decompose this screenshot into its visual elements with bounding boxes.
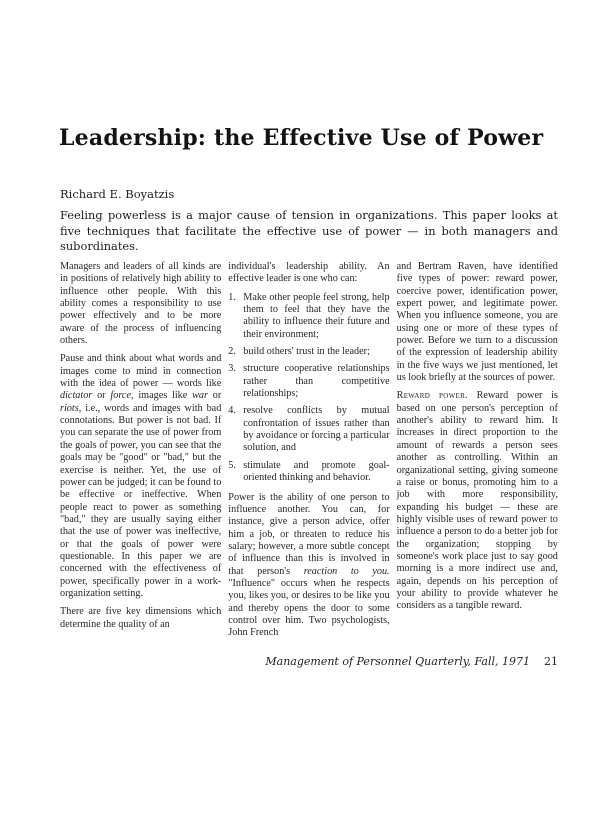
list-number: 3. <box>228 363 236 375</box>
column-1 <box>60 261 221 640</box>
list-number: 1. <box>228 291 236 303</box>
body-columns <box>60 261 558 640</box>
italic-term: war <box>192 390 208 402</box>
page-title: Leadership: the Effective Use of Power <box>59 125 544 151</box>
list-number: 4. <box>228 405 236 417</box>
column-3 <box>397 261 558 640</box>
text-segment: Reward power is based on one person's perception of another's ability to reward him. It increases in direct proportion to the amount of rewards a person sees another as controlling. Within an organizational setting, giving someone a raise or bonus, promoting him to a job with more responsibility, expanding his budget — these are highly visible uses of reward power to influence a person to do a better job for the organization; stopping by someone's work place just to say good morning is a more indirect use and, again, depends on his perception of your ability to provide whatever he considers as a tangible reward. <box>396 390 558 612</box>
list-text: structure cooperative relationships rather than competitive relationships; <box>243 363 390 400</box>
list-item <box>228 405 389 454</box>
page-footer <box>60 655 558 668</box>
list-number: 2. <box>228 346 236 358</box>
text-segment: or <box>207 390 222 402</box>
paragraph-five-dimensions: There are five key dimensions which determine the quality of an <box>60 606 222 630</box>
author-byline: Richard E. Boyatzis <box>60 187 175 201</box>
abstract: Feeling powerless is a major cause of tension in organizations. This paper looks at five techniques that facilitate the effective use of power — in both managers and subordinates. <box>60 208 558 254</box>
paragraph-power-definition <box>228 492 389 640</box>
list-text: Make other people feel strong, help them to feel that they have the ability to influence their future and their environment; <box>243 291 390 340</box>
italic-term: force <box>110 390 131 402</box>
list-item <box>228 460 389 485</box>
section-run-in-head: Reward power. <box>396 390 468 402</box>
journal-citation: Management of Personnel Quarterly, Fall, 1971 <box>265 655 530 668</box>
paragraph-intro: Managers and leaders of all kinds are in positions of relatively high ability to influence other people. With this ability comes a responsibility to use power effectively and to be more aware of the process of influencing others. <box>60 261 222 347</box>
text-segment: Power is the ability of one person to influence another. You can, for instance, give a person advice, offer him a job, or threaten to reduce his salary; however, a more subtle concept of influence than this is involved in that person's <box>228 491 390 577</box>
text-segment: "Influence" occurs when he respects you, likes you, or desires to be like you and thereby opens the door to some control over him. Two psychologists, John French <box>228 577 390 639</box>
list-item <box>228 363 389 400</box>
list-text: resolve conflicts by mutual confrontation of issues rather than by avoidance or forcing a particular solution, and <box>243 405 390 454</box>
italic-phrase: reaction to you. <box>303 565 390 577</box>
list-item <box>228 292 389 341</box>
text-segment: or <box>92 390 111 402</box>
list-text: stimulate and promote goal-oriented thinking and behavior. <box>243 459 390 484</box>
text-segment: , i.e., words and images with bad connotations. But power is not bad. If you can separate the use of power from the goals of power, you can see that the goals may be "good" or "bad," but the exercise is neither. Yet, the use of power can be judged; it can be found to be effective or ineffective. When people react to power as something "bad," they are usually saying either that the use of power was ineffective, or that the goals of power were questionable. In this paper we are concerned with the effectiveness of power, specifically power in a work-organization setting. <box>60 402 222 599</box>
leader-abilities-list <box>228 292 389 485</box>
italic-term: riots <box>60 402 79 414</box>
paragraph-five-types: and Bertram Raven, have identified five types of power: reward power, coercive power, identification power, expert power, and legitimate power. When you influence someone, you are using one or more of these types of power. Before we turn to a discussion of the expression of leadership ability in the five ways we just mentioned, let us look briefly at the sources of power. <box>396 261 558 384</box>
paragraph-power-words <box>60 353 221 600</box>
list-number: 5. <box>228 459 236 471</box>
paragraph-reward-power <box>397 390 558 612</box>
list-item <box>228 346 389 358</box>
page-number: 21 <box>544 655 558 668</box>
text-segment: Pause and think about what words and images come to mind in connection with the idea of power — words like <box>60 353 222 390</box>
column-2 <box>228 261 389 640</box>
italic-term: dictator <box>60 390 93 402</box>
list-text: build others' trust in the leader; <box>243 346 370 358</box>
paragraph-leader-lead-in: individual's leadership ability. An effective leader is one who can: <box>228 261 390 285</box>
text-segment: , images like <box>130 390 193 402</box>
